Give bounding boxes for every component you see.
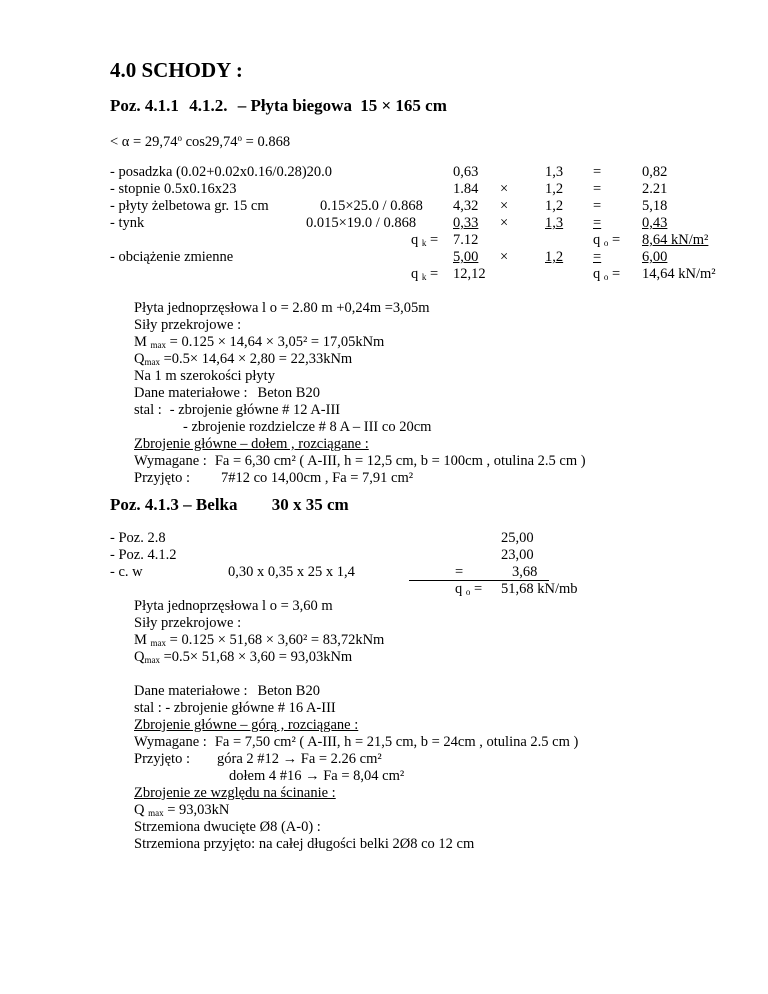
load-qo: 5,18	[642, 198, 668, 214]
qo-sum-label: q $_o$ =	[593, 232, 621, 248]
variable-gf: 1,2	[545, 249, 564, 265]
distribution-rebar: - zbrojenie rozdzielcze # 8 A – III co 20cm	[183, 419, 432, 435]
pos1-title-a: Poz. 4.1.1	[110, 96, 179, 115]
angle-line	[110, 130, 290, 151]
section-title: 4.0 SCHODY :	[110, 58, 243, 82]
forces-heading: Siły przekrojowe :	[134, 317, 242, 333]
load-qo: 0,82	[642, 164, 668, 180]
beam-load-value: 25,00	[501, 530, 534, 546]
beam-load-label: - Poz. 2.8	[110, 530, 166, 546]
variable-qk: 5,00	[453, 249, 479, 265]
shear-rebar-heading: Zbrojenie ze względu na ścinanie :	[134, 785, 336, 801]
angle-result: = 0.868	[242, 134, 291, 150]
load-qo: 0,43	[642, 215, 668, 231]
span-line: Płyta jednoprzęsłowa l o = 2.80 m +0,24m =3,05m	[134, 300, 430, 316]
adopted-bottom: dołem 4 #16 → Fa = 8,04 cm²	[229, 768, 405, 784]
pos2-title-a: Poz. 4.1.3 – Belka	[110, 495, 238, 514]
moment-line: M $_{max}$ = 0.125 × 14,64 × 3,05² = 17,05kNm	[134, 334, 385, 350]
load-label: - posadzka (0.02+0.02x0.16/0.28)20.0	[110, 164, 333, 180]
qk-total: 12,12	[453, 266, 486, 282]
pos2-title-b: 30 x 35 cm	[271, 495, 349, 514]
variable-times: ×	[500, 249, 509, 265]
load-calc: 0.15×25.0 / 0.868	[320, 198, 423, 214]
forces-heading: Siły przekrojowe :	[134, 615, 242, 631]
main-rebar-heading: Zbrojenie główne – dołem , rozciągane :	[134, 436, 369, 452]
beam-load-label: - Poz. 4.1.2	[110, 547, 177, 563]
required-line: Wymagane : Fa = 7,50 cm² ( A-III, h = 21,5 cm, b = 24cm , otulina 2.5 cm )	[134, 734, 579, 750]
pos1-heading	[110, 96, 447, 116]
beam-load-value: 3,68	[512, 564, 538, 580]
qk-total-label: q $_k$ =	[411, 266, 439, 282]
shear-line: $Q_{max} =0.5\times 51,68 \times 3,60 = 93,03kNm$	[134, 649, 353, 665]
load-times: ×	[500, 198, 509, 214]
variable-load-label: - obciążenie zmienne	[110, 249, 234, 265]
span-line: Płyta jednoprzęsłowa l o = 3,60 m	[134, 598, 333, 614]
qmax-line: Q $_{max}$ = 93,03kN	[134, 802, 230, 818]
moment-line: M $_{max}$ = 0.125 × 51,68 × 3,60² = 83,72kNm	[134, 632, 385, 648]
steel-line: stal : - zbrojenie główne # 12 A-III	[134, 402, 341, 418]
load-gf: 1,2	[545, 181, 564, 197]
beam-load-calc: 0,30 x 0,35 x 25 x 1,4	[228, 564, 355, 580]
qk-sum-label: q $_k$ =	[411, 232, 439, 248]
load-gf: 1,3	[545, 215, 564, 231]
load-label: - tynk	[110, 215, 145, 231]
pos1-title-b: 4.1.2.	[189, 96, 228, 115]
material-line: Dane materiałowe : Beton B20	[134, 385, 320, 401]
adopted-line: Przyjęto : góra 2 #12 → Fa = 2.26 cm²	[134, 751, 382, 767]
angle-cos: cos29,74	[181, 134, 238, 150]
degree-mark-2: o	[237, 133, 243, 143]
load-qk: 1.84	[453, 181, 479, 197]
width-note: Na 1 m szerokości płyty	[134, 368, 275, 384]
load-calc: 0.015×19.0 / 0.868	[306, 215, 417, 231]
load-gf: 1,3	[545, 164, 564, 180]
qo-total: 14,64 kN/m²	[642, 266, 716, 282]
load-qk: 0,63	[453, 164, 479, 180]
pos1-title-d: 15 × 165 cm	[360, 96, 447, 115]
beam-load-eq: =	[455, 564, 464, 580]
load-times: ×	[500, 181, 509, 197]
beam-sum-label: q $_o$ =	[455, 581, 483, 597]
angle-prefix: < α = 29,74	[110, 134, 178, 150]
shear-line: $Q_{max} =0.5\times 14,64 \times 2,80 = 22,33kNm$	[134, 351, 353, 367]
load-label: - płyty żelbetowa gr. 15 cm	[110, 198, 269, 214]
load-gf: 1,2	[545, 198, 564, 214]
load-qo: 2.21	[642, 181, 668, 197]
variable-qo: 6,00	[642, 249, 668, 265]
stirrups-adopted: Strzemiona przyjęto: na całej długości belki 2Ø8 co 12 cm	[134, 836, 475, 852]
load-eq: =	[593, 198, 602, 214]
stirrups-line: Strzemiona dwucięte Ø8 (A-0) :	[134, 819, 321, 835]
qk-sum: 7.12	[453, 232, 479, 248]
required-line: Wymagane : Fa = 6,30 cm² ( A-III, h = 12,5 cm, b = 100cm , otulina 2.5 cm )	[134, 453, 586, 469]
load-times: ×	[500, 215, 509, 231]
load-eq: =	[593, 215, 602, 231]
variable-eq: =	[593, 249, 602, 265]
main-rebar-heading: Zbrojenie główne – górą , rozciągane :	[134, 717, 359, 733]
load-label: - stopnie 0.5x0.16x23	[110, 181, 237, 197]
load-qk: 0,33	[453, 215, 479, 231]
pos2-heading	[110, 495, 349, 515]
beam-sum-value: 51,68 kN/mb	[501, 581, 578, 597]
load-eq: =	[593, 164, 602, 180]
pos1-title-c: – Płyta biegowa	[237, 96, 352, 115]
beam-load-value: 23,00	[501, 547, 534, 563]
load-eq: =	[593, 181, 602, 197]
beam-load-label: - c. w	[110, 564, 143, 580]
degree-mark: o	[177, 133, 182, 143]
qo-total-label: q $_o$ =	[593, 266, 621, 282]
qo-sum: 8,64 kN/m²	[642, 232, 709, 248]
steel-line: stal : - zbrojenie główne # 16 A-III	[134, 700, 336, 716]
material-line: Dane materiałowe : Beton B20	[134, 683, 320, 699]
adopted-line: Przyjęto : 7#12 co 14,00cm , Fa = 7,91 cm²	[134, 470, 414, 486]
load-qk: 4,32	[453, 198, 479, 214]
